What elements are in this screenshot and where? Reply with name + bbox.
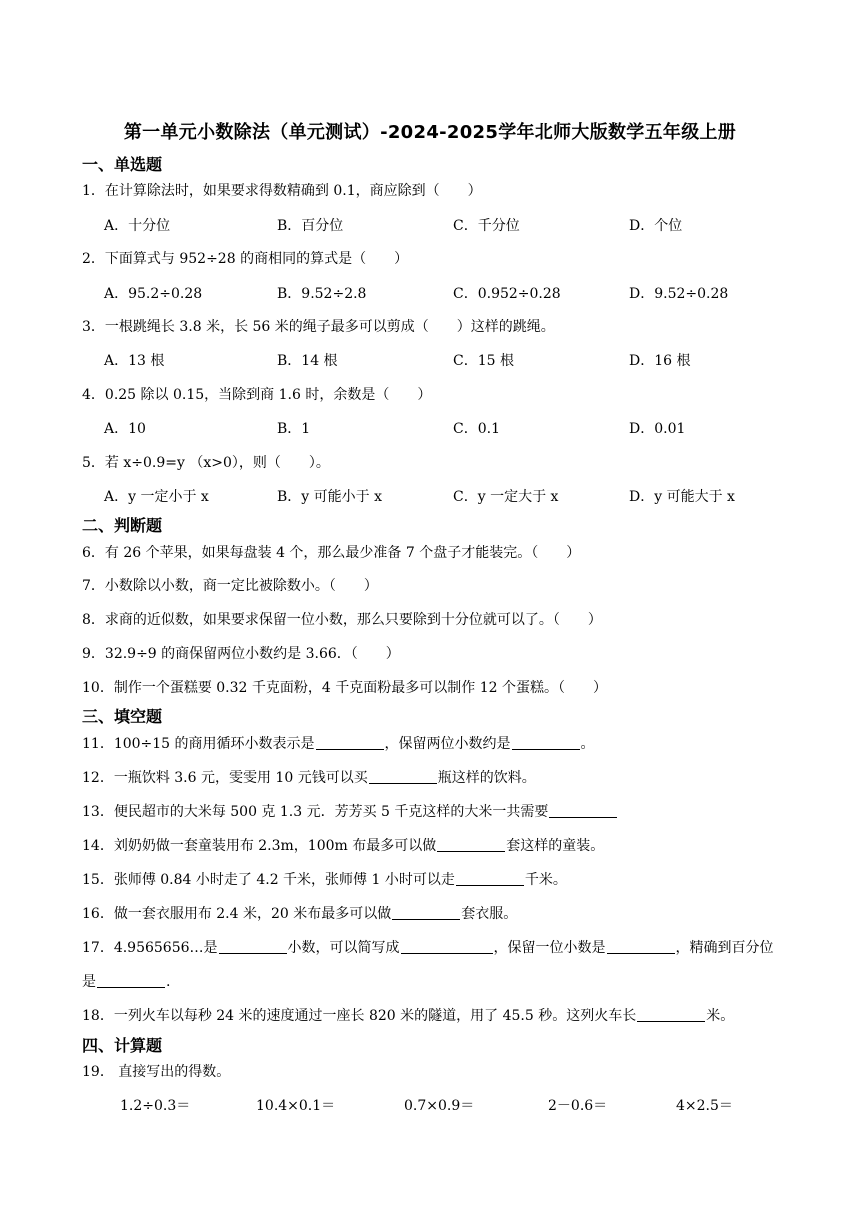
question-text: ，精确到百分位 xyxy=(675,940,774,956)
question-text: 千米。 xyxy=(524,872,567,888)
section-heading-fill-blank: 三、填空题 xyxy=(82,707,163,726)
question-text: 15．张师傅 0.84 小时走了 4.2 千米，张师傅 1 小时可以走 xyxy=(82,872,455,888)
calculation-row xyxy=(120,1095,820,1115)
question-13 xyxy=(82,801,618,821)
option-a[interactable]: A．十分位 xyxy=(104,218,171,234)
question-text: 小数，可以简写成 xyxy=(287,940,400,956)
option-d[interactable]: D．16 根 xyxy=(629,353,691,369)
question-text: ，保留两位小数约是 xyxy=(384,736,511,752)
option-d[interactable]: D．y 可能大于 x xyxy=(629,489,735,505)
question-text: 套这样的童装。 xyxy=(506,838,605,854)
option-b[interactable]: B．1 xyxy=(277,421,311,437)
option-b[interactable]: B．y 可能小于 x xyxy=(277,489,382,505)
question-12 xyxy=(82,767,536,787)
question-10: 10．制作一个蛋糕要 0.32 千克面粉，4 千克面粉最多可以制作 12 个蛋糕。（ ） xyxy=(82,680,607,696)
option-c[interactable]: C．0.1 xyxy=(453,421,500,437)
answer-blank[interactable] xyxy=(97,972,165,988)
answer-blank[interactable] xyxy=(219,938,287,954)
question-text: 套衣服。 xyxy=(461,906,518,922)
option-c[interactable]: C．15 根 xyxy=(453,353,514,369)
question-17-continued xyxy=(82,971,170,991)
question-text: 14．刘奶奶做一套童装用布 2.3m，100m 布最多可以做 xyxy=(82,838,437,854)
question-7: 7．小数除以小数，商一定比被除数小。（ ） xyxy=(82,578,378,594)
question-2-options xyxy=(104,283,804,303)
answer-blank[interactable] xyxy=(401,938,493,954)
calculation-item[interactable]: 10.4×0.1＝ xyxy=(256,1098,336,1114)
question-text: ，保留一位小数是 xyxy=(493,940,606,956)
question-4: 4．0.25 除以 0.15，当除到商 1.6 时，余数是（ ） xyxy=(82,387,432,403)
answer-blank[interactable] xyxy=(369,768,437,784)
option-c[interactable]: C．千分位 xyxy=(453,218,520,234)
question-15 xyxy=(82,869,567,889)
question-18 xyxy=(82,1005,734,1025)
question-17 xyxy=(82,937,774,957)
option-d[interactable]: D．9.52÷0.28 xyxy=(629,286,729,302)
question-text: 17．4.9565656…是 xyxy=(82,940,218,956)
question-text: 13．便民超市的大米每 500 克 1.3 元．芳芳买 5 千克这样的大米一共需要 xyxy=(82,804,549,820)
question-16 xyxy=(82,903,517,923)
answer-blank[interactable] xyxy=(437,836,505,852)
question-14 xyxy=(82,835,604,855)
question-text: 。 xyxy=(580,736,595,752)
question-text: 18．一列火车以每秒 24 米的速度通过一座长 820 米的隧道，用了 45.5 秒。这列火车长 xyxy=(82,1008,637,1024)
question-19: 19． 直接写出的得数。 xyxy=(82,1064,231,1080)
question-1-options xyxy=(104,215,804,235)
section-heading-true-false: 二、判断题 xyxy=(82,516,163,535)
question-11 xyxy=(82,733,595,753)
question-5-options xyxy=(104,486,804,506)
calculation-item[interactable]: 2－0.6＝ xyxy=(548,1098,608,1114)
question-3-options xyxy=(104,350,804,370)
option-a[interactable]: A．95.2÷0.28 xyxy=(104,286,203,302)
answer-blank[interactable] xyxy=(456,870,524,886)
question-2: 2．下面算式与 952÷28 的商相同的算式是（ ） xyxy=(82,251,409,267)
section-heading-calculation: 四、计算题 xyxy=(82,1036,163,1055)
answer-blank[interactable] xyxy=(637,1006,705,1022)
question-text: 11．100÷15 的商用循环小数表示是 xyxy=(82,736,315,752)
question-text: 12．一瓶饮料 3.6 元，雯雯用 10 元钱可以买 xyxy=(82,770,368,786)
question-1: 1．在计算除法时，如果要求得数精确到 0.1，商应除到（ ） xyxy=(82,183,482,199)
section-heading-single-choice: 一、单选题 xyxy=(82,155,163,174)
answer-blank[interactable] xyxy=(549,802,617,818)
page-title: 第一单元小数除法（单元测试）-2024-2025学年北师大版数学五年级上册 xyxy=(123,122,737,143)
option-d[interactable]: D．个位 xyxy=(629,218,683,234)
question-8: 8．求商的近似数，如果要求保留一位小数，那么只要除到十分位就可以了。（ ） xyxy=(82,612,602,628)
question-text: . xyxy=(166,974,171,990)
question-3: 3．一根跳绳长 3.8 米，长 56 米的绳子最多可以剪成（ ）这样的跳绳。 xyxy=(82,319,555,335)
calculation-item[interactable]: 4×2.5＝ xyxy=(676,1098,733,1114)
option-b[interactable]: B．14 根 xyxy=(277,353,338,369)
option-b[interactable]: B．9.52÷2.8 xyxy=(277,286,367,302)
option-c[interactable]: C．y 一定大于 x xyxy=(453,489,559,505)
calculation-item[interactable]: 0.7×0.9＝ xyxy=(404,1098,475,1114)
calculation-item[interactable]: 1.2÷0.3＝ xyxy=(120,1098,191,1114)
question-text: 是 xyxy=(82,974,96,990)
answer-blank[interactable] xyxy=(607,938,675,954)
answer-blank[interactable] xyxy=(316,734,384,750)
option-a[interactable]: A．y 一定小于 x xyxy=(104,489,209,505)
option-d[interactable]: D．0.01 xyxy=(629,421,686,437)
option-b[interactable]: B．百分位 xyxy=(277,218,344,234)
answer-blank[interactable] xyxy=(392,904,460,920)
option-a[interactable]: A．13 根 xyxy=(104,353,165,369)
question-text: 16．做一套衣服用布 2.4 米，20 米布最多可以做 xyxy=(82,906,392,922)
question-5: 5．若 x÷0.9=y （x>0），则（ ）。 xyxy=(82,455,330,471)
question-text: 瓶这样的饮料。 xyxy=(437,770,536,786)
question-4-options xyxy=(104,418,804,438)
answer-blank[interactable] xyxy=(512,734,580,750)
question-text: 米。 xyxy=(706,1008,735,1024)
option-a[interactable]: A．10 xyxy=(104,421,146,437)
option-c[interactable]: C．0.952÷0.28 xyxy=(453,286,561,302)
question-9: 9．32.9÷9 的商保留两位小数约是 3.66．（ ） xyxy=(82,646,400,662)
question-6: 6．有 26 个苹果，如果每盘装 4 个，那么最少准备 7 个盘子才能装完。（ ） xyxy=(82,545,581,561)
